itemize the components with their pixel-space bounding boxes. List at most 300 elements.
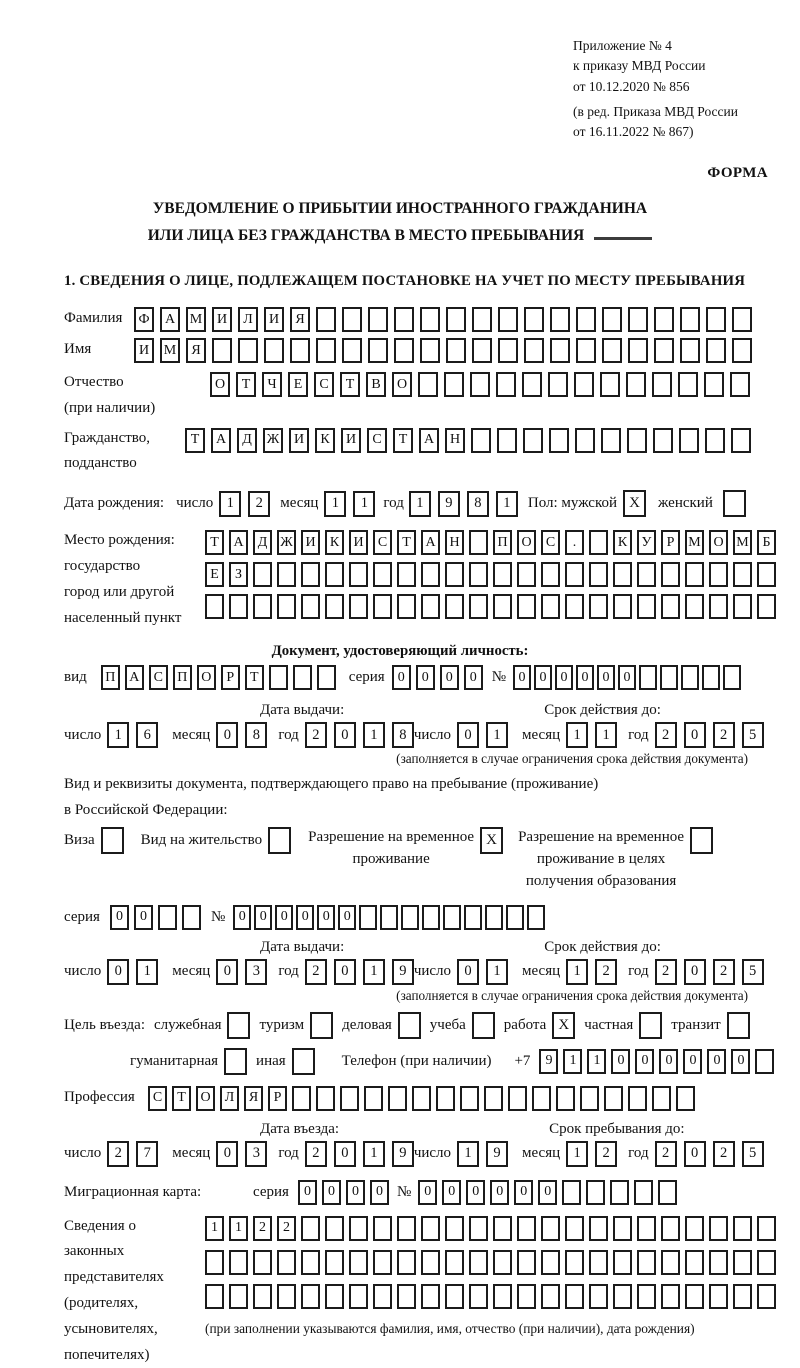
form-cell[interactable]: 0 — [534, 665, 552, 690]
form-cell[interactable]: 1 — [486, 722, 508, 748]
form-cell[interactable] — [506, 905, 524, 930]
form-cell[interactable] — [277, 1250, 296, 1275]
form-cell[interactable] — [421, 1284, 440, 1309]
form-cell[interactable]: М — [160, 338, 180, 363]
form-cell[interactable]: Т — [185, 428, 205, 453]
form-cell[interactable]: 0 — [334, 959, 356, 985]
form-cell[interactable] — [757, 562, 776, 587]
form-cell[interactable] — [342, 338, 362, 363]
form-cell[interactable] — [639, 665, 657, 690]
form-cell[interactable]: 8 — [467, 491, 489, 517]
form-cell[interactable]: 2 — [655, 722, 677, 748]
form-cell[interactable] — [517, 594, 536, 619]
form-cell[interactable]: 0 — [334, 1141, 356, 1167]
form-cell[interactable] — [685, 1284, 704, 1309]
form-cell[interactable] — [290, 338, 310, 363]
form-cell[interactable] — [229, 594, 248, 619]
form-cell[interactable]: 0 — [440, 665, 459, 690]
form-cell[interactable]: 0 — [707, 1049, 726, 1074]
purpose-private-checkbox[interactable] — [639, 1012, 662, 1039]
form-cell[interactable] — [589, 1284, 608, 1309]
form-cell[interactable] — [373, 1216, 392, 1241]
form-cell[interactable]: Ж — [263, 428, 283, 453]
form-cell[interactable]: 0 — [298, 1180, 317, 1205]
form-cell[interactable] — [445, 1250, 464, 1275]
form-cell[interactable] — [601, 428, 621, 453]
temp-residence-checkbox[interactable]: X — [480, 827, 503, 854]
form-cell[interactable] — [471, 428, 491, 453]
form-cell[interactable] — [653, 428, 673, 453]
form-cell[interactable]: Б — [757, 530, 776, 555]
form-cell[interactable] — [443, 905, 461, 930]
form-cell[interactable]: 1 — [219, 491, 241, 517]
form-cell[interactable] — [517, 1284, 536, 1309]
form-cell[interactable] — [445, 562, 464, 587]
form-cell[interactable] — [733, 1284, 752, 1309]
form-cell[interactable]: 1 — [496, 491, 518, 517]
form-cell[interactable]: 0 — [466, 1180, 485, 1205]
form-cell[interactable]: Е — [288, 372, 308, 397]
sex-male-checkbox[interactable]: X — [623, 490, 646, 517]
form-cell[interactable]: П — [493, 530, 512, 555]
form-cell[interactable] — [493, 594, 512, 619]
form-cell[interactable]: 2 — [253, 1216, 272, 1241]
form-cell[interactable] — [550, 338, 570, 363]
form-cell[interactable] — [709, 1250, 728, 1275]
form-cell[interactable]: 0 — [275, 905, 293, 930]
form-cell[interactable]: Р — [221, 665, 240, 690]
form-cell[interactable] — [349, 562, 368, 587]
form-cell[interactable]: 2 — [655, 1141, 677, 1167]
form-cell[interactable] — [732, 338, 752, 363]
form-cell[interactable] — [628, 338, 648, 363]
form-cell[interactable] — [325, 562, 344, 587]
form-cell[interactable]: З — [229, 562, 248, 587]
form-cell[interactable]: 2 — [248, 491, 270, 517]
form-cell[interactable] — [565, 1250, 584, 1275]
form-cell[interactable]: 0 — [597, 665, 615, 690]
form-cell[interactable]: 0 — [418, 1180, 437, 1205]
form-cell[interactable] — [589, 562, 608, 587]
form-cell[interactable]: 0 — [370, 1180, 389, 1205]
form-cell[interactable] — [610, 1180, 629, 1205]
form-cell[interactable]: И — [341, 428, 361, 453]
form-cell[interactable]: 0 — [464, 665, 483, 690]
form-cell[interactable] — [380, 905, 398, 930]
form-cell[interactable] — [723, 665, 741, 690]
form-cell[interactable]: И — [349, 530, 368, 555]
form-cell[interactable] — [469, 1250, 488, 1275]
form-cell[interactable] — [445, 594, 464, 619]
form-cell[interactable] — [541, 562, 560, 587]
form-cell[interactable]: Ж — [277, 530, 296, 555]
form-cell[interactable] — [446, 338, 466, 363]
form-cell[interactable]: Н — [445, 530, 464, 555]
form-cell[interactable] — [709, 562, 728, 587]
form-cell[interactable] — [229, 1250, 248, 1275]
form-cell[interactable] — [397, 562, 416, 587]
form-cell[interactable] — [364, 1086, 383, 1111]
form-cell[interactable]: Т — [236, 372, 256, 397]
form-cell[interactable] — [436, 1086, 455, 1111]
form-cell[interactable] — [733, 1250, 752, 1275]
purpose-tourism-checkbox[interactable] — [310, 1012, 333, 1039]
form-cell[interactable]: 0 — [490, 1180, 509, 1205]
form-cell[interactable]: С — [373, 530, 392, 555]
form-cell[interactable] — [253, 594, 272, 619]
form-cell[interactable] — [706, 338, 726, 363]
form-cell[interactable] — [661, 594, 680, 619]
temp-residence-education-checkbox[interactable] — [690, 827, 713, 854]
form-cell[interactable]: 0 — [216, 959, 238, 985]
form-cell[interactable]: Т — [172, 1086, 191, 1111]
form-cell[interactable] — [661, 1284, 680, 1309]
form-cell[interactable]: 0 — [514, 1180, 533, 1205]
form-cell[interactable]: А — [211, 428, 231, 453]
form-cell[interactable]: О — [517, 530, 536, 555]
form-cell[interactable]: 9 — [392, 1141, 414, 1167]
form-cell[interactable] — [508, 1086, 527, 1111]
form-cell[interactable]: Т — [393, 428, 413, 453]
form-cell[interactable] — [472, 338, 492, 363]
form-cell[interactable] — [685, 1250, 704, 1275]
form-cell[interactable] — [637, 562, 656, 587]
form-cell[interactable]: Е — [205, 562, 224, 587]
form-cell[interactable] — [325, 1216, 344, 1241]
form-cell[interactable] — [541, 1284, 560, 1309]
form-cell[interactable] — [422, 905, 440, 930]
form-cell[interactable]: 2 — [305, 959, 327, 985]
form-cell[interactable] — [349, 1284, 368, 1309]
form-cell[interactable]: 2 — [655, 959, 677, 985]
form-cell[interactable] — [565, 1284, 584, 1309]
form-cell[interactable]: Р — [268, 1086, 287, 1111]
form-cell[interactable] — [420, 338, 440, 363]
form-cell[interactable] — [446, 307, 466, 332]
form-cell[interactable] — [576, 307, 596, 332]
form-cell[interactable]: Т — [340, 372, 360, 397]
form-cell[interactable] — [472, 307, 492, 332]
form-cell[interactable]: 1 — [595, 722, 617, 748]
form-cell[interactable]: 0 — [683, 1049, 702, 1074]
form-cell[interactable] — [325, 1284, 344, 1309]
form-cell[interactable] — [397, 594, 416, 619]
form-cell[interactable]: 3 — [245, 959, 267, 985]
form-cell[interactable]: 1 — [324, 491, 346, 517]
form-cell[interactable] — [757, 1250, 776, 1275]
form-cell[interactable] — [733, 562, 752, 587]
form-cell[interactable]: 0 — [392, 665, 411, 690]
form-cell[interactable]: 1 — [136, 959, 158, 985]
form-cell[interactable]: 5 — [742, 722, 764, 748]
form-cell[interactable] — [517, 562, 536, 587]
form-cell[interactable]: 0 — [334, 722, 356, 748]
form-cell[interactable]: 1 — [353, 491, 375, 517]
purpose-business-checkbox[interactable] — [398, 1012, 421, 1039]
form-cell[interactable] — [182, 905, 201, 930]
form-cell[interactable]: И — [134, 338, 154, 363]
form-cell[interactable]: 1 — [566, 959, 588, 985]
purpose-other-checkbox[interactable] — [292, 1048, 315, 1075]
form-cell[interactable] — [497, 428, 517, 453]
form-cell[interactable] — [469, 594, 488, 619]
form-cell[interactable] — [277, 562, 296, 587]
form-cell[interactable]: 1 — [363, 1141, 385, 1167]
form-cell[interactable]: 8 — [392, 722, 414, 748]
form-cell[interactable] — [626, 372, 646, 397]
form-cell[interactable]: С — [541, 530, 560, 555]
form-cell[interactable]: Т — [205, 530, 224, 555]
form-cell[interactable] — [679, 428, 699, 453]
form-cell[interactable] — [394, 338, 414, 363]
form-cell[interactable]: 2 — [713, 722, 735, 748]
form-cell[interactable] — [493, 1216, 512, 1241]
form-cell[interactable]: 1 — [205, 1216, 224, 1241]
form-cell[interactable] — [493, 1250, 512, 1275]
form-cell[interactable]: М — [733, 530, 752, 555]
form-cell[interactable] — [523, 428, 543, 453]
form-cell[interactable] — [709, 1284, 728, 1309]
form-cell[interactable]: 0 — [659, 1049, 678, 1074]
form-cell[interactable]: Р — [661, 530, 680, 555]
form-cell[interactable]: 0 — [684, 1141, 706, 1167]
form-cell[interactable] — [732, 307, 752, 332]
form-cell[interactable]: О — [210, 372, 230, 397]
form-cell[interactable] — [421, 1216, 440, 1241]
form-cell[interactable]: 0 — [513, 665, 531, 690]
form-cell[interactable]: 8 — [245, 722, 267, 748]
form-cell[interactable] — [575, 428, 595, 453]
purpose-humanitarian-checkbox[interactable] — [224, 1048, 247, 1075]
form-cell[interactable]: 0 — [618, 665, 636, 690]
form-cell[interactable] — [342, 307, 362, 332]
form-cell[interactable] — [541, 594, 560, 619]
form-cell[interactable]: С — [314, 372, 334, 397]
form-cell[interactable]: П — [173, 665, 192, 690]
form-cell[interactable] — [301, 1216, 320, 1241]
form-cell[interactable]: 1 — [107, 722, 129, 748]
form-cell[interactable] — [205, 1284, 224, 1309]
form-cell[interactable] — [731, 428, 751, 453]
form-cell[interactable] — [269, 665, 288, 690]
form-cell[interactable] — [565, 562, 584, 587]
form-cell[interactable]: 5 — [742, 959, 764, 985]
form-cell[interactable] — [421, 594, 440, 619]
form-cell[interactable] — [524, 307, 544, 332]
form-cell[interactable] — [604, 1086, 623, 1111]
form-cell[interactable] — [418, 372, 438, 397]
form-cell[interactable] — [484, 1086, 503, 1111]
form-cell[interactable] — [277, 594, 296, 619]
form-cell[interactable] — [373, 1250, 392, 1275]
form-cell[interactable]: А — [421, 530, 440, 555]
form-cell[interactable] — [586, 1180, 605, 1205]
form-cell[interactable] — [527, 905, 545, 930]
form-cell[interactable]: Д — [253, 530, 272, 555]
form-cell[interactable] — [709, 594, 728, 619]
form-cell[interactable]: 1 — [566, 1141, 588, 1167]
form-cell[interactable] — [680, 338, 700, 363]
form-cell[interactable] — [574, 372, 594, 397]
form-cell[interactable] — [444, 372, 464, 397]
form-cell[interactable] — [205, 594, 224, 619]
form-cell[interactable]: К — [315, 428, 335, 453]
form-cell[interactable]: И — [301, 530, 320, 555]
form-cell[interactable] — [373, 562, 392, 587]
form-cell[interactable]: С — [149, 665, 168, 690]
form-cell[interactable]: Д — [237, 428, 257, 453]
form-cell[interactable] — [637, 1216, 656, 1241]
form-cell[interactable] — [238, 338, 258, 363]
purpose-transit-checkbox[interactable] — [727, 1012, 750, 1039]
form-cell[interactable]: 9 — [486, 1141, 508, 1167]
form-cell[interactable]: С — [367, 428, 387, 453]
form-cell[interactable]: 6 — [136, 722, 158, 748]
form-cell[interactable]: 0 — [254, 905, 272, 930]
form-cell[interactable] — [661, 562, 680, 587]
form-cell[interactable] — [589, 1250, 608, 1275]
form-cell[interactable] — [498, 307, 518, 332]
form-cell[interactable] — [401, 905, 419, 930]
form-cell[interactable] — [325, 1250, 344, 1275]
form-cell[interactable]: 2 — [595, 959, 617, 985]
form-cell[interactable]: 0 — [346, 1180, 365, 1205]
form-cell[interactable] — [685, 562, 704, 587]
form-cell[interactable] — [301, 1250, 320, 1275]
form-cell[interactable]: 0 — [684, 959, 706, 985]
form-cell[interactable] — [634, 1180, 653, 1205]
form-cell[interactable] — [469, 1216, 488, 1241]
form-cell[interactable] — [158, 905, 177, 930]
form-cell[interactable] — [757, 1284, 776, 1309]
form-cell[interactable] — [373, 594, 392, 619]
form-cell[interactable] — [661, 1250, 680, 1275]
form-cell[interactable] — [757, 594, 776, 619]
form-cell[interactable] — [368, 338, 388, 363]
form-cell[interactable] — [589, 1216, 608, 1241]
form-cell[interactable]: 0 — [134, 905, 153, 930]
form-cell[interactable]: 0 — [611, 1049, 630, 1074]
form-cell[interactable]: 0 — [457, 722, 479, 748]
form-cell[interactable]: Т — [245, 665, 264, 690]
form-cell[interactable] — [685, 594, 704, 619]
form-cell[interactable]: 0 — [110, 905, 129, 930]
form-cell[interactable]: О — [196, 1086, 215, 1111]
form-cell[interactable] — [292, 1086, 311, 1111]
form-cell[interactable]: С — [148, 1086, 167, 1111]
form-cell[interactable] — [394, 307, 414, 332]
form-cell[interactable] — [709, 1216, 728, 1241]
form-cell[interactable] — [602, 307, 622, 332]
form-cell[interactable] — [678, 372, 698, 397]
form-cell[interactable] — [264, 338, 284, 363]
form-cell[interactable]: . — [565, 530, 584, 555]
form-cell[interactable]: 1 — [486, 959, 508, 985]
form-cell[interactable] — [733, 594, 752, 619]
form-cell[interactable] — [550, 307, 570, 332]
form-cell[interactable] — [325, 594, 344, 619]
form-cell[interactable] — [627, 428, 647, 453]
form-cell[interactable]: 3 — [245, 1141, 267, 1167]
form-cell[interactable]: 0 — [576, 665, 594, 690]
form-cell[interactable] — [517, 1250, 536, 1275]
form-cell[interactable] — [628, 307, 648, 332]
form-cell[interactable] — [522, 372, 542, 397]
form-cell[interactable] — [652, 372, 672, 397]
form-cell[interactable] — [464, 905, 482, 930]
form-cell[interactable] — [654, 338, 674, 363]
form-cell[interactable] — [317, 665, 336, 690]
form-cell[interactable]: 0 — [216, 722, 238, 748]
form-cell[interactable] — [704, 372, 724, 397]
form-cell[interactable] — [524, 338, 544, 363]
form-cell[interactable]: 2 — [713, 1141, 735, 1167]
form-cell[interactable] — [496, 372, 516, 397]
form-cell[interactable] — [562, 1180, 581, 1205]
form-cell[interactable] — [445, 1284, 464, 1309]
form-cell[interactable] — [301, 1284, 320, 1309]
form-cell[interactable]: 0 — [555, 665, 573, 690]
form-cell[interactable] — [541, 1216, 560, 1241]
form-cell[interactable] — [469, 1284, 488, 1309]
form-cell[interactable] — [661, 1216, 680, 1241]
form-cell[interactable] — [420, 307, 440, 332]
form-cell[interactable]: Я — [186, 338, 206, 363]
form-cell[interactable] — [589, 530, 608, 555]
form-cell[interactable] — [397, 1216, 416, 1241]
form-cell[interactable]: А — [125, 665, 144, 690]
form-cell[interactable]: 1 — [409, 491, 431, 517]
form-cell[interactable] — [685, 1216, 704, 1241]
form-cell[interactable]: И — [264, 307, 284, 332]
form-cell[interactable] — [549, 428, 569, 453]
form-cell[interactable] — [613, 562, 632, 587]
form-cell[interactable] — [733, 1216, 752, 1241]
form-cell[interactable]: 0 — [538, 1180, 557, 1205]
form-cell[interactable]: 0 — [731, 1049, 750, 1074]
form-cell[interactable] — [652, 1086, 671, 1111]
form-cell[interactable]: М — [685, 530, 704, 555]
form-cell[interactable] — [470, 372, 490, 397]
form-cell[interactable] — [349, 594, 368, 619]
form-cell[interactable] — [316, 1086, 335, 1111]
form-cell[interactable] — [485, 905, 503, 930]
form-cell[interactable] — [493, 562, 512, 587]
form-cell[interactable]: 2 — [277, 1216, 296, 1241]
form-cell[interactable]: А — [419, 428, 439, 453]
form-cell[interactable] — [680, 307, 700, 332]
form-cell[interactable]: О — [709, 530, 728, 555]
purpose-work-checkbox[interactable]: X — [552, 1012, 575, 1039]
form-cell[interactable] — [340, 1086, 359, 1111]
form-cell[interactable] — [681, 665, 699, 690]
form-cell[interactable] — [412, 1086, 431, 1111]
form-cell[interactable]: 0 — [416, 665, 435, 690]
form-cell[interactable]: Ч — [262, 372, 282, 397]
form-cell[interactable] — [368, 307, 388, 332]
form-cell[interactable] — [628, 1086, 647, 1111]
form-cell[interactable] — [556, 1086, 575, 1111]
form-cell[interactable] — [293, 665, 312, 690]
form-cell[interactable] — [613, 1250, 632, 1275]
visa-checkbox[interactable] — [101, 827, 124, 854]
form-cell[interactable]: 0 — [322, 1180, 341, 1205]
form-cell[interactable]: В — [366, 372, 386, 397]
form-cell[interactable] — [730, 372, 750, 397]
form-cell[interactable]: Л — [238, 307, 258, 332]
form-cell[interactable] — [517, 1216, 536, 1241]
form-cell[interactable]: 1 — [229, 1216, 248, 1241]
